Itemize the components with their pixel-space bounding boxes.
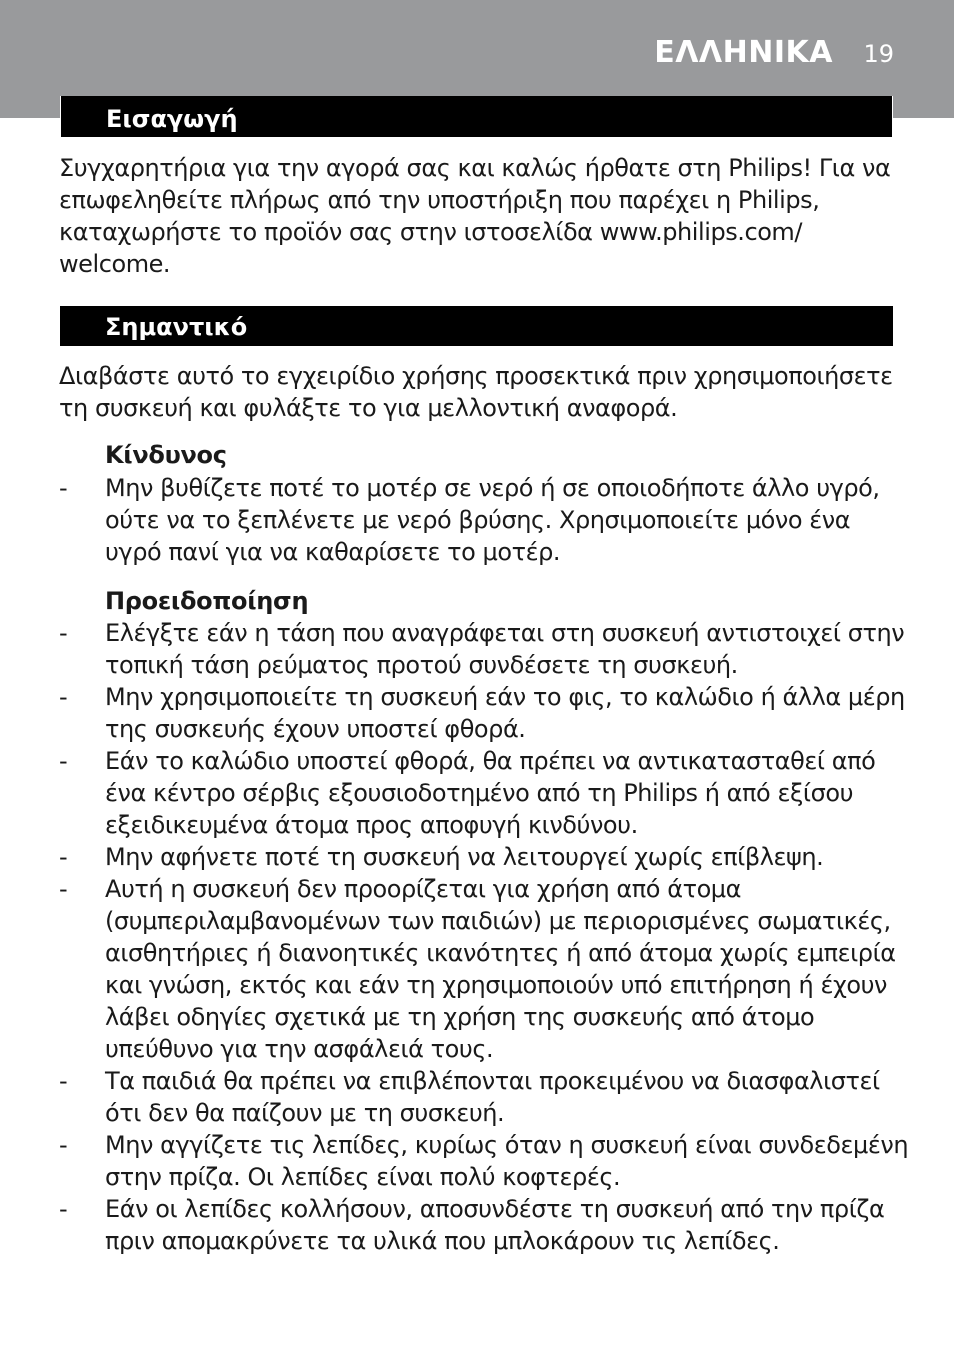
- intro-paragraph: Συγχαρητήρια για την αγορά σας και καλώς ήρθατε στη Philips! Για να επωφεληθείτε πλήρως από την υποστήριξη που παρέχει η Philips, καταχωρήστε το προϊόν σας στην ιστοσελίδα www.philips.com/ welcome.: [59, 154, 891, 278]
- bullet-dash: -: [59, 1195, 68, 1223]
- list-item: [59, 841, 909, 873]
- important-paragraph: Διαβάστε αυτό το εγχειρίδιο χρήσης προσεκτικά πριν χρησιμοποιήσετε τη συσκευή και φυλάξτε το για μελλοντική αναφορά.: [59, 362, 893, 422]
- list-item: [59, 745, 909, 841]
- list-item-text: Μην βυθίζετε ποτέ το μοτέρ σε νερό ή σε οποιοδήποτε άλλο υγρό, ούτε να το ξεπλένετε με νερό βρύσης. Χρησιμοποιείτε μόνο ένα υγρό πανί για να καθαρίσετε το μοτέρ.: [105, 474, 880, 566]
- list-item-text: Μην χρησιμοποιείτε τη συσκευή εάν το φις, το καλώδιο ή άλλα μέρη της συσκευής έχουν υποστεί φθορά.: [105, 683, 905, 743]
- danger-list: [59, 472, 909, 568]
- bullet-dash: -: [59, 1131, 68, 1159]
- list-item: [59, 1065, 909, 1129]
- section-title-important: Σημαντικό: [105, 313, 248, 341]
- bullet-dash: -: [59, 875, 68, 903]
- page-number: 19: [863, 40, 894, 68]
- section-title-intro: Εισαγωγή: [106, 105, 238, 133]
- list-item: [59, 1193, 909, 1257]
- language-label: ΕΛΛΗΝΙΚΑ: [654, 35, 833, 70]
- section-heading-important: [60, 306, 893, 346]
- list-item: [59, 873, 909, 1065]
- list-item-text: Μην αφήνετε ποτέ τη συσκευή να λειτουργεί χωρίς επίβλεψη.: [105, 843, 824, 871]
- list-item: [59, 681, 909, 745]
- list-item-text: Τα παιδιά θα πρέπει να επιβλέπονται προκειμένου να διασφαλιστεί ότι δεν θα παίζουν με τη συσκευή.: [105, 1067, 880, 1127]
- bullet-dash: -: [59, 683, 68, 711]
- list-item-text: Μην αγγίζετε τις λεπίδες, κυρίως όταν η συσκευή είναι συνδεδεμένη στην πρίζα. Οι λεπίδες είναι πολύ κοφτερές.: [105, 1131, 909, 1191]
- danger-heading: Κίνδυνος: [105, 441, 227, 469]
- list-item-text: Αυτή η συσκευή δεν προορίζεται για χρήση από άτομα (συμπεριλαμβανομένων των παιδιών) με περιορισμένες σωματικές, αισθητήριες ή διανοητικές ικανότητες ή από άτομα χωρίς εμπειρία και γνώση, εκτός και εάν τη χρησιμοποιούν υπό επιτήρηση ή έχουν λάβει οδηγίες σχετικά με τη χρήση της συσκευής από άτομο υπεύθυνο για την ασφάλειά τους.: [105, 875, 896, 1063]
- bullet-dash: -: [59, 619, 68, 647]
- warning-list: [59, 617, 909, 1257]
- list-item: [59, 617, 909, 681]
- list-item: [59, 1129, 909, 1193]
- bullet-dash: -: [59, 1067, 68, 1095]
- list-item-text: Ελέγξτε εάν η τάση που αναγράφεται στη συσκευή αντιστοιχεί στην τοπική τάση ρεύματος προτού συνδέσετε τη συσκευή.: [105, 619, 905, 679]
- bullet-dash: -: [59, 843, 68, 871]
- section-heading-intro: [60, 96, 893, 138]
- bullet-dash: -: [59, 747, 68, 775]
- bullet-dash: -: [59, 474, 68, 502]
- list-item-text: Εάν οι λεπίδες κολλήσουν, αποσυνδέστε τη συσκευή από την πρίζα πριν απομακρύνετε τα υλικά που μπλοκάρουν τις λεπίδες.: [105, 1195, 885, 1255]
- list-item-text: Εάν το καλώδιο υποστεί φθορά, θα πρέπει να αντικατασταθεί από ένα κέντρο σέρβις εξουσιοδοτημένο από τη Philips ή από εξίσου εξειδικευμένα άτομα προς αποφυγή κινδύνου.: [105, 747, 876, 839]
- warning-heading: Προειδοποίηση: [105, 587, 309, 615]
- list-item: [59, 472, 909, 568]
